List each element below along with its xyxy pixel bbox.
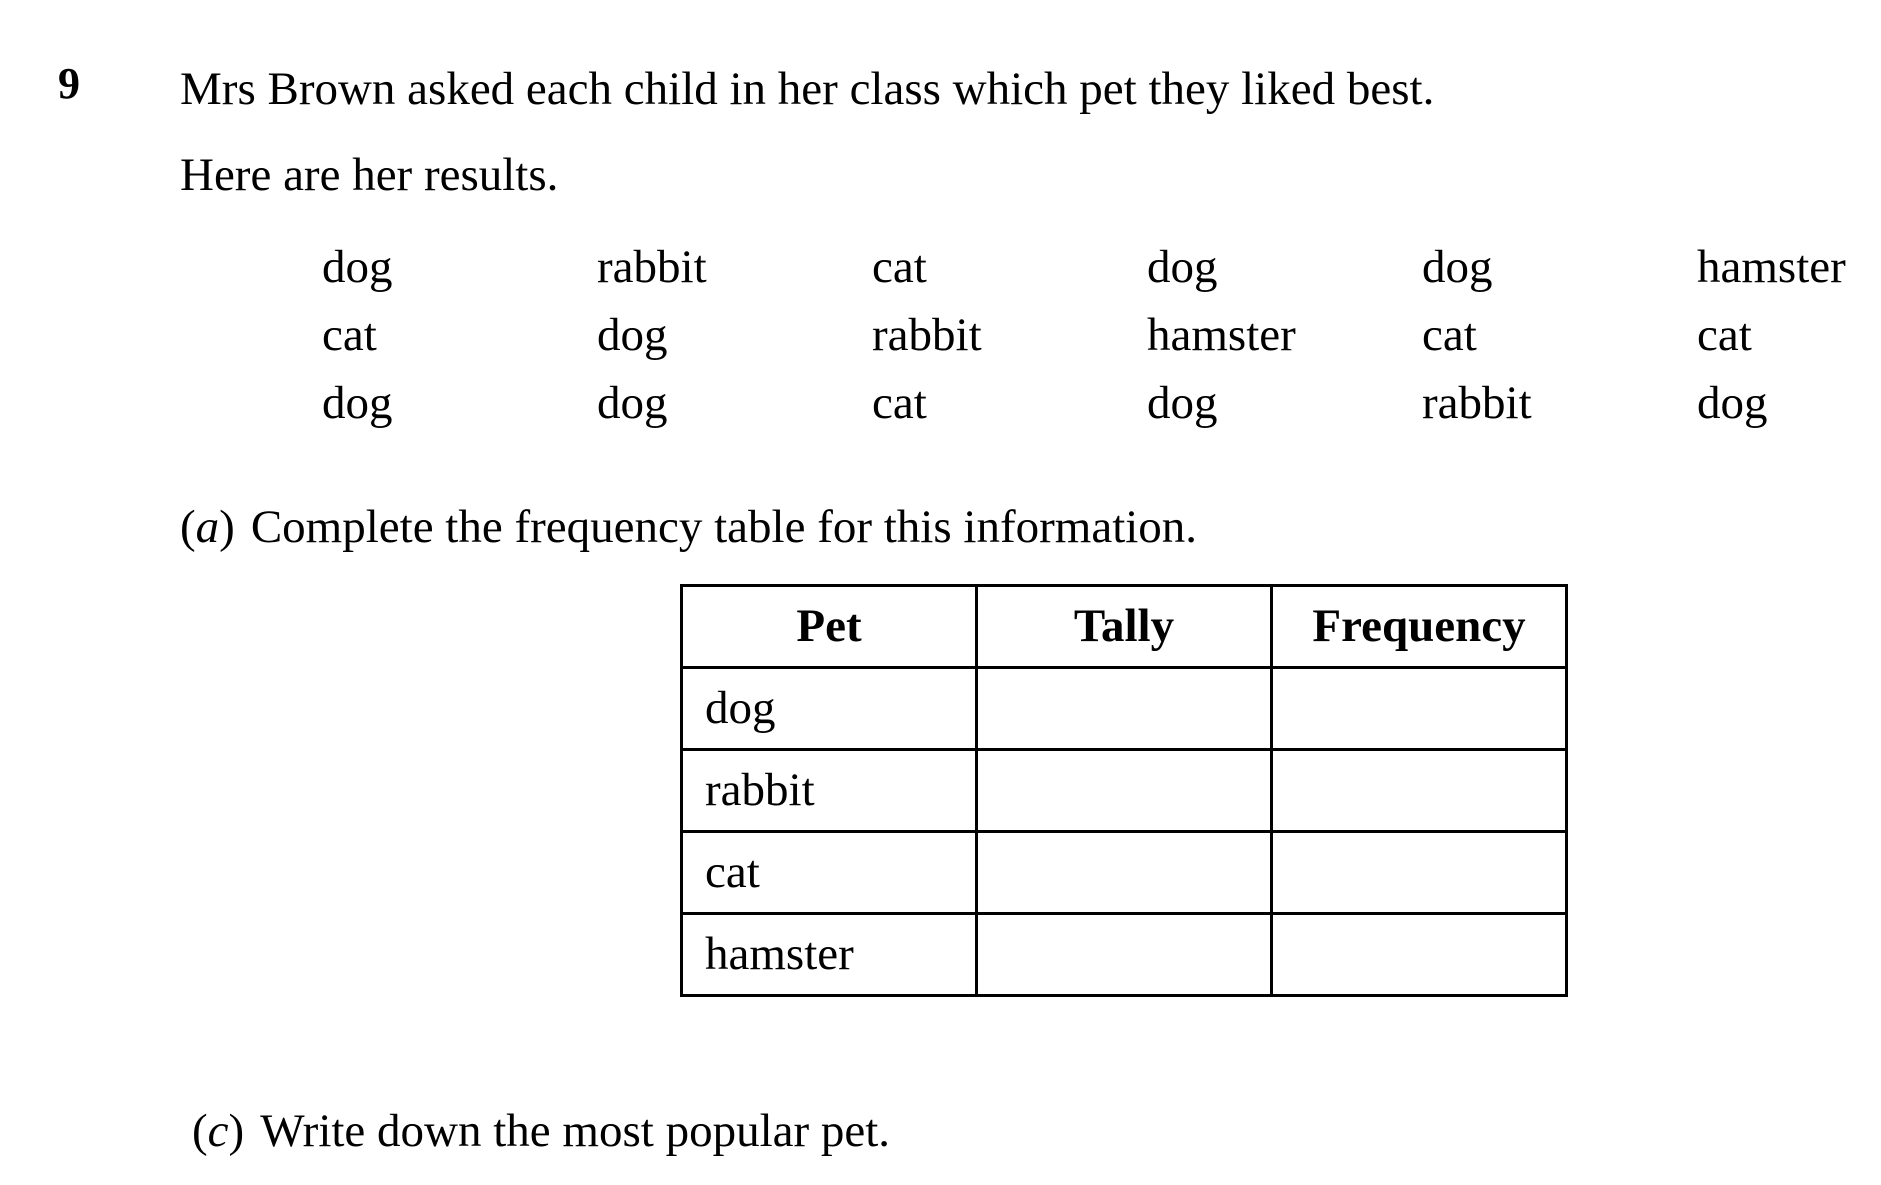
tally-cell[interactable]	[977, 750, 1272, 832]
part-a-text: Complete the frequency table for this information.	[250, 501, 1198, 553]
result-entry: hamster	[1147, 309, 1296, 361]
part-a	[180, 501, 1198, 553]
result-entry: cat	[1422, 309, 1477, 361]
pet-cell: cat	[682, 832, 977, 914]
question-text: Mrs Brown asked each child in her class which pet they liked best.	[180, 63, 1435, 115]
table-row	[682, 750, 1567, 832]
result-entry: cat	[322, 309, 377, 361]
part-c-label: (c)	[192, 1105, 245, 1157]
result-entry: dog	[1147, 241, 1218, 293]
header-pet: Pet	[682, 586, 977, 668]
table-header-row	[682, 586, 1567, 668]
pet-cell: dog	[682, 668, 977, 750]
result-entry: hamster	[1697, 241, 1846, 293]
frequency-cell[interactable]	[1272, 832, 1567, 914]
question-number: 9	[58, 59, 80, 108]
result-entry: dog	[322, 377, 393, 429]
part-c	[192, 1105, 891, 1157]
question-subtext: Here are her results.	[180, 149, 559, 201]
table-row	[682, 914, 1567, 996]
frequency-table	[680, 584, 1568, 997]
result-entry: rabbit	[597, 241, 707, 293]
tally-cell[interactable]	[977, 914, 1272, 996]
part-c-text: Write down the most popular pet.	[260, 1105, 891, 1157]
result-entry: cat	[872, 377, 927, 429]
tally-cell[interactable]	[977, 668, 1272, 750]
result-entry: dog	[1697, 377, 1768, 429]
frequency-cell[interactable]	[1272, 750, 1567, 832]
header-tally: Tally	[977, 586, 1272, 668]
tally-cell[interactable]	[977, 832, 1272, 914]
table-row	[682, 832, 1567, 914]
result-entry: rabbit	[1422, 377, 1532, 429]
result-entry: dog	[597, 377, 668, 429]
result-entry: dog	[1422, 241, 1493, 293]
result-entry: dog	[597, 309, 668, 361]
part-a-label: (a)	[180, 501, 235, 553]
result-entry: rabbit	[872, 309, 982, 361]
header-frequency: Frequency	[1272, 586, 1567, 668]
pet-cell: rabbit	[682, 750, 977, 832]
result-entry: dog	[322, 241, 393, 293]
frequency-cell[interactable]	[1272, 914, 1567, 996]
frequency-cell[interactable]	[1272, 668, 1567, 750]
pet-cell: hamster	[682, 914, 977, 996]
result-entry: cat	[1697, 309, 1752, 361]
result-entry: cat	[872, 241, 927, 293]
table-row	[682, 668, 1567, 750]
result-entry: dog	[1147, 377, 1218, 429]
